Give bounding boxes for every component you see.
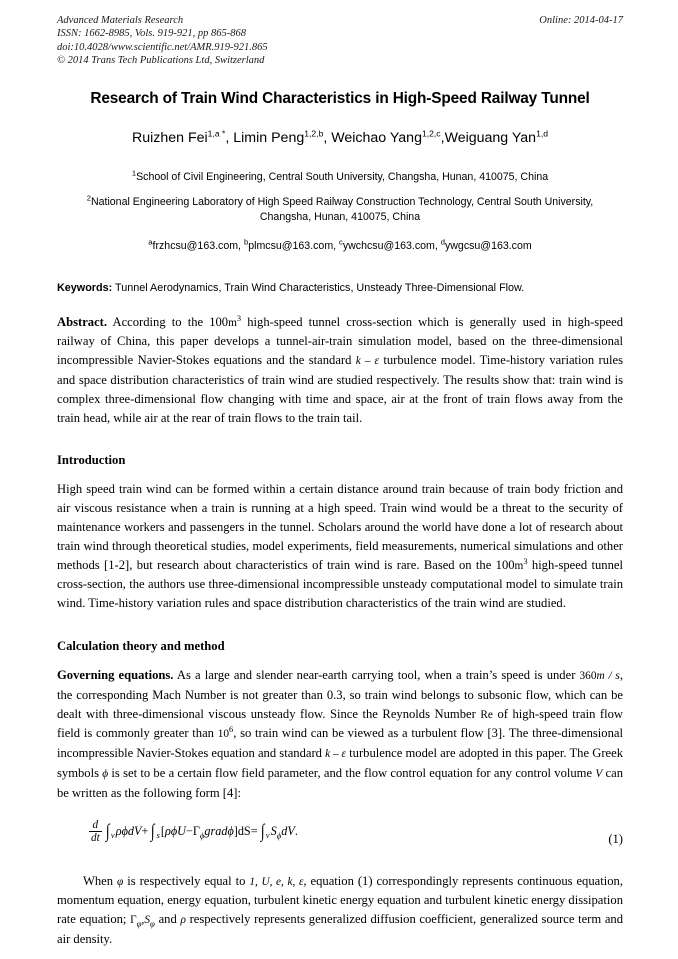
closing-gamma-symbol: Γ — [130, 914, 137, 927]
equation-gamma-symbol: Γ — [192, 823, 200, 838]
introduction-unit-exponent: 3 — [523, 556, 528, 566]
keywords-text: Tunnel Aerodynamics, Train Wind Characteristics, Unsteady Three-Dimensional Flow. — [115, 281, 525, 294]
equation-phi-symbol: ϕ — [227, 823, 234, 838]
abstract-label: Abstract. — [57, 314, 108, 329]
author-separator: , — [225, 130, 234, 147]
affiliation-marker: 1 — [131, 168, 137, 178]
phi-symbol: ϕ — [102, 768, 109, 781]
equation-source-term: S — [270, 823, 277, 838]
page-title: Research of Train Wind Characteristics in High-Speed Railway Tunnel — [90, 90, 590, 108]
governing-equations-label: Governing equations. — [57, 668, 174, 683]
calculation-k-epsilon-symbol: k – ε — [325, 748, 346, 761]
equation-grad-operator: grad — [204, 823, 228, 838]
reynolds-symbol: Re — [480, 708, 493, 721]
equation-trailing-dot: . — [294, 823, 298, 838]
closing-phi-symbol: φ — [117, 875, 124, 888]
journal-header — [57, 14, 623, 67]
introduction-text-part1: High speed train wind can be formed within a certain distance around train because of train body friction and air viscous resistance when a train is running at a high speed. Train wind would be a threat to the security of maintenance workers and passengers in the tunnel. Scholars around the world have done a lot of research about train wind through theoretical studies, model experiments, field measurements, numerical simulations and other methods [1-2], but research about characteristics of train wind is rare. Based on the 100 — [57, 482, 623, 572]
author-name: Limin Peng — [233, 130, 305, 147]
closing-rho-symbol: ρ — [180, 914, 186, 927]
abstract-text-part2: high-speed tunnel cross-section which is generally used in high-speed railway of China, this paper develops a tunnel-air-train simulation model, based on the three-dimensional incompressible Navier-Stokes equations and the standard — [57, 314, 623, 368]
equation-gamma-subscript: ϕ — [199, 829, 205, 840]
equation-term-rho-phi-dv: ρϕdV — [115, 823, 142, 838]
author-entry — [445, 130, 548, 146]
equation-expression — [89, 819, 298, 845]
equation-number: (1) — [608, 831, 623, 846]
closing-text-part2: is respectively equal to — [127, 873, 246, 888]
abstract-text-part3: turbulence model. Time-history variation rules and space distribution characteristics of train wind are studied respectively. The results show that: train wind is complex three-dimensional flow changing with time and space, air at the front of train flows away from the train head, while air at the rear of train flows to the train tail. — [57, 353, 623, 425]
email-address[interactable]: ywchcsu@163.com, — [342, 239, 438, 252]
closing-source-symbol: S — [144, 914, 150, 927]
affiliation-marker: 2 — [86, 193, 91, 203]
author-entry — [331, 130, 440, 146]
speed-value: 360 — [579, 670, 597, 683]
calculation-text-part4: , so train wind can be viewed as a turbulent flow [3]. The three-dimensional incompressible Navier-Stokes equation and standard — [57, 726, 623, 761]
author-entry — [233, 130, 323, 146]
abstract-unit-m: m — [228, 316, 237, 329]
abstract-unit-exponent: 3 — [236, 313, 242, 323]
author-entry — [132, 130, 225, 146]
volume-symbol: V — [595, 768, 603, 781]
equation-plus-operator: + — [141, 823, 149, 838]
author-name: Weichao Yang — [331, 130, 422, 147]
affiliation-item — [57, 170, 623, 186]
closing-text-part4: respectively represents generalized diffusion coefficient, generalized source term and air density. — [57, 912, 624, 947]
fraction-numerator: d — [92, 818, 99, 831]
equation-term-rho-phi-u: ρϕU — [164, 823, 186, 838]
reynolds-exponent: 6 — [229, 725, 234, 735]
calculation-text-part1: As a large and slender near-earth carrying tool, when a train’s speed is under — [176, 668, 576, 683]
calculation-text-part6: is set to be a certain flow field parameter, and the flow control equation for any control volume — [111, 766, 593, 781]
email-address[interactable]: frzhcsu@163.com, — [152, 239, 242, 252]
equation-minus-operator: − — [185, 823, 193, 838]
introduction-unit-m: m — [514, 559, 524, 572]
email-marker: a — [148, 237, 153, 247]
author-affiliation-marker: 1,2,c — [421, 128, 441, 139]
author-separator: , — [440, 130, 445, 147]
calculation-text-part5: turbulence model are adopted in this paper. The Greek symbols — [57, 746, 623, 781]
closing-text-part1: When — [83, 873, 114, 888]
abstract-text-part1: According to the 100 — [112, 314, 229, 329]
closing-source-subscript: φ — [150, 918, 155, 929]
email-marker: d — [440, 237, 445, 247]
closing-comma: , — [141, 914, 145, 927]
abstract-k-epsilon-symbol: k – ε — [355, 355, 380, 368]
equation-bracket-close-ds: ]dS — [233, 823, 251, 838]
affiliation-item — [57, 195, 623, 226]
closing-variable-values: 1, U, e, k, ε — [249, 875, 304, 888]
affiliation-text: School of Civil Engineering, Central South University, Changsha, Hunan, 410075, China — [136, 171, 549, 184]
section-heading-introduction: Introduction — [57, 453, 126, 468]
introduction-text-part2: high-speed tunnel cross-section, the authors use three-dimensional incompressible unsteady computational model to simulate train wind. Time-history variation rules and space distribution characteristics of the train wind are studied. — [57, 557, 623, 611]
journal-name: Advanced Materials Research — [57, 15, 184, 26]
closing-and-word: and — [158, 912, 177, 927]
closing-gamma-subscript: φ — [136, 918, 142, 929]
equation-bracket-open: [ — [160, 823, 165, 838]
author-affiliation-marker: 1,2,b — [304, 128, 324, 139]
affiliation-list — [57, 170, 623, 226]
calculation-text-part7: can be written as the following form [4]: — [57, 766, 624, 800]
journal-copyright: © 2014 Trans Tech Publications Ltd, Switzerland — [57, 54, 265, 66]
integral-sign: ∫ — [105, 821, 110, 843]
calculation-text-part2: , the corresponding Mach Number is not greater than 0.3, so train wind belongs to subsonic flow, which can be dealt with three-dimensional viscous unsteady flow. Since the Reynolds Number — [57, 668, 623, 721]
speed-unit: m / s — [596, 670, 620, 683]
author-separator: , — [323, 130, 332, 147]
online-date: Online: 2014-04-17 — [539, 15, 623, 26]
email-marker: b — [243, 237, 249, 247]
email-address[interactable]: ywgcsu@163.com — [444, 239, 532, 252]
integral-subscript-v: v — [265, 829, 270, 840]
author-list — [57, 129, 623, 148]
abstract-paragraph — [57, 313, 623, 428]
calculation-text-part3: of high-speed train flow field is commonly greater than — [57, 706, 623, 741]
equation-equals-operator: = — [250, 823, 258, 838]
journal-issn: ISSN: 1662-8985, Vols. 919-921, pp 865-868 — [57, 28, 246, 40]
integral-sign: ∫ — [151, 821, 155, 843]
integral-sign: ∫ — [260, 821, 265, 843]
equation-source-subscript: ϕ — [276, 829, 282, 840]
reynolds-base: 10 — [217, 728, 230, 741]
closing-text-part3: , equation (1) correspondingly represents continuous equation, momentum equation, energy equation, turbulent kinetic energy equation and turbulent kinetic energy dissipation rate equation; — [57, 873, 623, 927]
email-address[interactable]: plmcsu@163.com, — [248, 239, 337, 252]
keywords-label: Keywords: — [57, 281, 113, 294]
author-affiliation-marker: 1,d — [536, 128, 549, 139]
section-heading-calculation: Calculation theory and method — [57, 639, 225, 654]
journal-doi: doi:10.4028/www.scientific.net/AMR.919-921.865 — [57, 41, 268, 53]
email-list — [57, 239, 623, 254]
author-affiliation-marker: 1,a * — [207, 128, 226, 139]
affiliation-text: National Engineering Laboratory of High Speed Railway Construction Technology, Central South University, Changsha, Hunan, 410075, China — [90, 195, 594, 224]
author-name: Ruizhen Fei — [131, 130, 208, 147]
email-marker: c — [339, 237, 343, 247]
derivative-fraction — [89, 819, 102, 845]
author-name: Weiguang Yan — [444, 130, 537, 147]
equation-block — [57, 819, 623, 861]
keywords-line — [57, 281, 623, 296]
integral-subscript-v: v — [110, 829, 115, 840]
equation-dv-term: dV — [281, 823, 295, 838]
introduction-paragraph — [57, 480, 623, 613]
governing-equations-paragraph — [57, 666, 623, 803]
integral-subscript-s: s — [156, 829, 160, 840]
closing-paragraph — [57, 872, 623, 949]
fraction-denominator: dt — [91, 832, 100, 845]
